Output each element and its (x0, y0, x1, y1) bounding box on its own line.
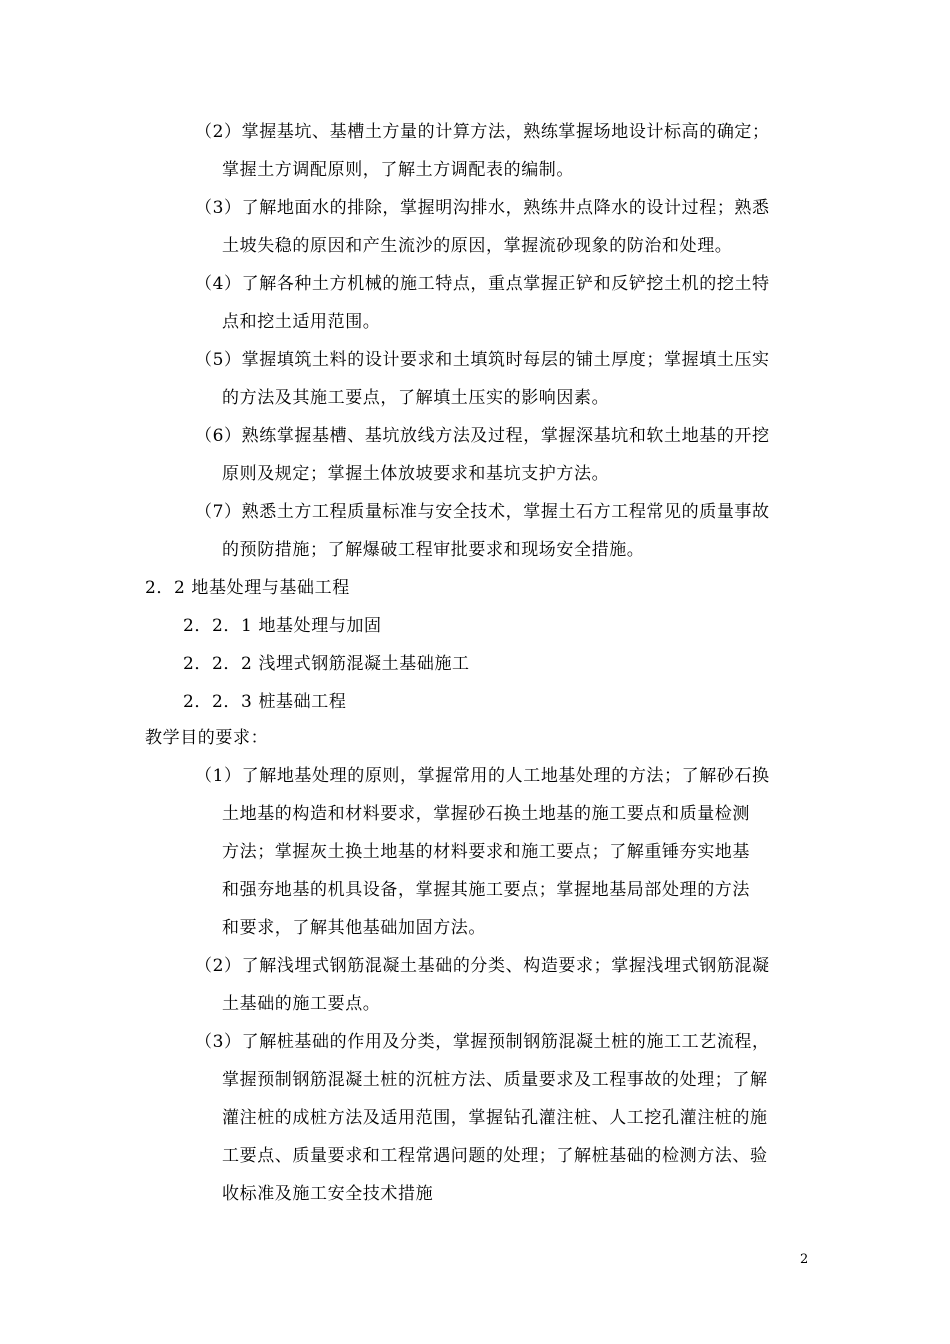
item-line: 的方法及其施工要点，了解填土压实的影响因素。 (222, 388, 610, 408)
goal-label: 教学目的要求： (145, 728, 269, 748)
item-line: （4）了解各种土方机械的施工特点，重点掌握正铲和反铲挖土机的挖土特 (195, 274, 770, 294)
item-line: 工要点、质量要求和工程常遇问题的处理；了解桩基础的检测方法、验 (222, 1146, 768, 1166)
item-line: 土坡失稳的原因和产生流沙的原因，掌握流砂现象的防治和处理。 (222, 236, 733, 256)
item-line: 土基础的施工要点。 (222, 994, 381, 1014)
item-line: 和强夯地基的机具设备，掌握其施工要点；掌握地基局部处理的方法 (222, 880, 750, 900)
subsection-heading: 2．2．2 浅埋式钢筋混凝土基础施工 (183, 654, 470, 674)
item-line: （1）了解地基处理的原则，掌握常用的人工地基处理的方法；了解砂石换 (195, 766, 770, 786)
item-line: 掌握预制钢筋混凝土桩的沉桩方法、质量要求及工程事故的处理；了解 (222, 1070, 768, 1090)
item-line: 的预防措施；了解爆破工程审批要求和现场安全措施。 (222, 540, 645, 560)
item-line: （3）了解桩基础的作用及分类，掌握预制钢筋混凝土桩的施工工艺流程， (195, 1032, 770, 1052)
subsection-heading: 2．2．1 地基处理与加固 (183, 616, 382, 636)
item-line: 方法；掌握灰土换土地基的材料要求和施工要点；了解重锤夯实地基 (222, 842, 750, 862)
item-line: （2）了解浅埋式钢筋混凝土基础的分类、构造要求；掌握浅埋式钢筋混凝 (195, 956, 770, 976)
item-line: （3）了解地面水的排除，掌握明沟排水，熟练井点降水的设计过程；熟悉 (195, 198, 770, 218)
item-line: （7）熟悉土方工程质量标准与安全技术，掌握土石方工程常见的质量事故 (195, 502, 770, 522)
item-line: 和要求，了解其他基础加固方法。 (222, 918, 486, 938)
item-line: 原则及规定；掌握土体放坡要求和基坑支护方法。 (222, 464, 610, 484)
item-line: 收标准及施工安全技术措施 (222, 1184, 434, 1204)
item-line: 土地基的构造和材料要求，掌握砂石换土地基的施工要点和质量检测 (222, 804, 750, 824)
item-line: 点和挖土适用范围。 (222, 312, 381, 332)
item-line: 灌注桩的成桩方法及适用范围，掌握钻孔灌注桩、人工挖孔灌注桩的施 (222, 1108, 768, 1128)
item-line: （2）掌握基坑、基槽土方量的计算方法，熟练掌握场地设计标高的确定； (195, 122, 770, 142)
page-number: 2 (800, 1252, 809, 1267)
subsection-heading: 2．2．3 桩基础工程 (183, 692, 347, 712)
item-line: （5）掌握填筑土料的设计要求和土填筑时每层的铺土厚度；掌握填土压实 (195, 350, 770, 370)
section-heading: 2．2 地基处理与基础工程 (145, 578, 350, 598)
item-line: （6）熟练掌握基槽、基坑放线方法及过程，掌握深基坑和软土地基的开挖 (195, 426, 770, 446)
item-line: 掌握土方调配原则，了解土方调配表的编制。 (222, 160, 574, 180)
